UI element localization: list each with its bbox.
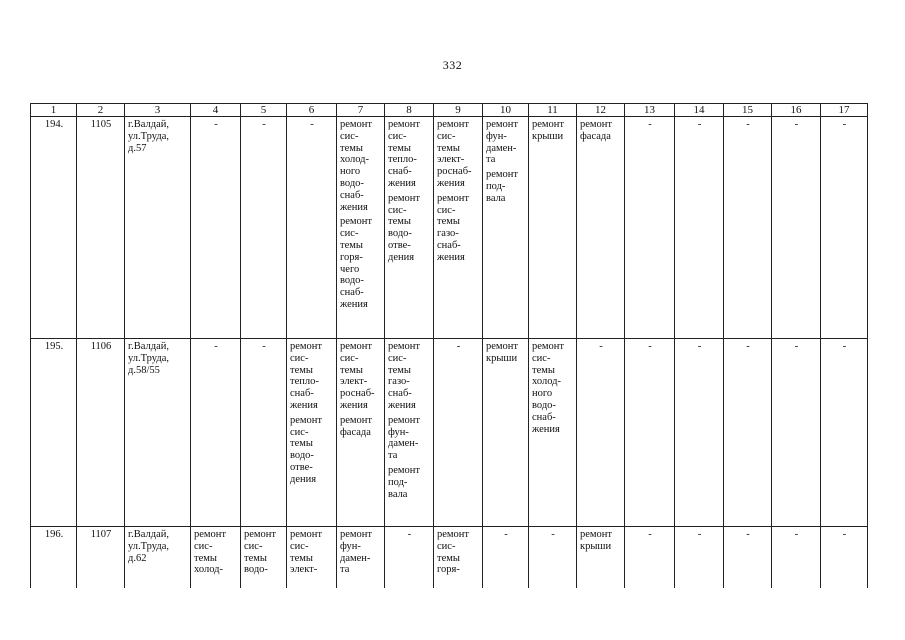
work-entry: ремонт фун- дамен- та [486,119,519,166]
work-cell [287,339,337,527]
page-number: 332 [442,58,463,72]
work-cell [287,117,337,339]
work-entry: ремонт сис- темы водо- отве- дения [388,192,421,263]
dash-mark: - [746,341,750,352]
work-entry: ремонт сис- темы горя- [437,529,470,576]
header-cell: 2 [77,104,125,117]
dash-mark: - [407,529,412,540]
work-cell [483,117,529,339]
work-entry: ремонт фасада [580,119,613,142]
work-cell [337,527,385,589]
work-cell [287,527,337,589]
dash-mark: - [214,119,218,130]
work-entry: ремонт сис- темы водо- [244,529,277,576]
work-cell [577,527,625,589]
work-cell [434,527,483,589]
dash-mark: - [551,529,555,540]
work-cell [241,339,287,527]
work-cell [385,339,434,527]
work-entry: ремонт крыши [580,529,613,552]
work-entry: ремонт сис- темы холод- ного водо- снаб- жения [532,341,565,435]
table-row [31,339,868,527]
work-cell [529,527,577,589]
header-cell: 6 [287,104,337,117]
dash-mark: - [842,119,847,130]
dash-mark: - [697,341,702,352]
dash-mark: - [842,529,847,540]
dash-mark: - [697,529,702,540]
dash-mark: - [262,119,266,130]
work-cell [434,117,483,339]
work-cell [191,117,241,339]
work-cell [625,527,675,589]
header-cell: 3 [125,104,191,117]
dash-mark: - [648,341,652,352]
table-row [31,117,868,339]
work-cell [675,117,724,339]
header-cell: 15 [724,104,772,117]
work-cell [337,117,385,339]
work-cell [191,339,241,527]
work-cell [577,117,625,339]
row-number: 194. [31,117,77,339]
work-cell [483,527,529,589]
work-entry: ремонт крыши [532,119,565,142]
header-cell: 10 [483,104,529,117]
address-cell: г.Валдай, ул.Труда, д.57 [125,117,191,339]
header-cell: 12 [577,104,625,117]
work-cell [385,527,434,589]
dash-mark: - [794,529,799,540]
work-cell [675,339,724,527]
work-cell [724,527,772,589]
dash-mark: - [794,341,799,352]
dash-mark: - [214,341,218,352]
header-cell: 14 [675,104,724,117]
header-cell: 1 [31,104,77,117]
work-entry: ремонт сис- темы горя- чего водо- снаб- жения [340,216,373,310]
work-cell [625,339,675,527]
work-entry: ремонт фун- дамен- та [340,529,373,576]
work-cell [772,527,821,589]
dash-mark: - [648,529,652,540]
header-cell: 17 [821,104,868,117]
work-entry: ремонт сис- темы холод- ного водо- снаб- жения [340,119,373,213]
dash-mark: - [599,341,603,352]
dash-mark: - [697,119,702,130]
work-entry: ремонт крыши [486,341,519,364]
dash-mark: - [456,341,461,352]
address-cell: г.Валдай, ул.Труда, д.58/55 [125,339,191,527]
work-cell [191,527,241,589]
work-cell [821,117,868,339]
work-entry: ремонт сис- темы тепло- снаб- жения [290,341,323,411]
work-cell [529,339,577,527]
work-cell [577,339,625,527]
work-cell [385,117,434,339]
building-code: 1105 [77,117,125,339]
header-cell: 4 [191,104,241,117]
work-entry: ремонт сис- темы тепло- снаб- жения [388,119,421,189]
work-entry: ремонт сис- темы газо- снаб- жения [437,192,470,263]
work-entry: ремонт фун- дамен- та [388,414,421,462]
building-code: 1107 [77,527,125,589]
work-cell [625,117,675,339]
work-cell [675,527,724,589]
dash-mark: - [746,119,750,130]
dash-mark: - [842,341,847,352]
work-entry: ремонт сис- темы элект- роснаб- жения [340,341,375,411]
header-cell: 7 [337,104,385,117]
row-number: 196. [31,527,77,589]
dash-mark: - [310,119,314,130]
work-entry: ремонт под- вала [388,464,421,500]
header-cell: 11 [529,104,577,117]
work-cell [724,117,772,339]
header-cell: 5 [241,104,287,117]
work-cell [337,339,385,527]
work-entry: ремонт под- вала [486,169,519,204]
header-cell: 8 [385,104,434,117]
work-cell [483,339,529,527]
row-number: 195. [31,339,77,527]
work-cell [434,339,483,527]
repair-schedule-table [30,103,868,588]
dash-mark: - [746,529,750,540]
header-cell: 16 [772,104,821,117]
work-entry: ремонт фасада [340,414,373,438]
work-cell [529,117,577,339]
work-cell [241,117,287,339]
work-cell [821,339,868,527]
work-cell [724,339,772,527]
dash-mark: - [504,529,508,540]
header-row [31,104,868,117]
work-entry: ремонт сис- темы элект- роснаб- жения [437,119,472,189]
header-cell: 9 [434,104,483,117]
dash-mark: - [648,119,652,130]
table-row [31,527,868,589]
work-entry: ремонт сис- темы холод- [194,529,227,576]
work-cell [241,527,287,589]
building-code: 1106 [77,339,125,527]
header-cell: 13 [625,104,675,117]
work-cell [772,117,821,339]
address-cell: г.Валдай, ул.Труда, д.62 [125,527,191,589]
work-entry: ремонт сис- темы газо- снаб- жения [388,341,421,411]
work-cell [772,339,821,527]
work-entry: ремонт сис- темы элект- [290,529,323,576]
work-cell [821,527,868,589]
work-entry: ремонт сис- темы водо- отве- дения [290,414,323,485]
dash-mark: - [262,341,266,352]
dash-mark: - [794,119,799,130]
